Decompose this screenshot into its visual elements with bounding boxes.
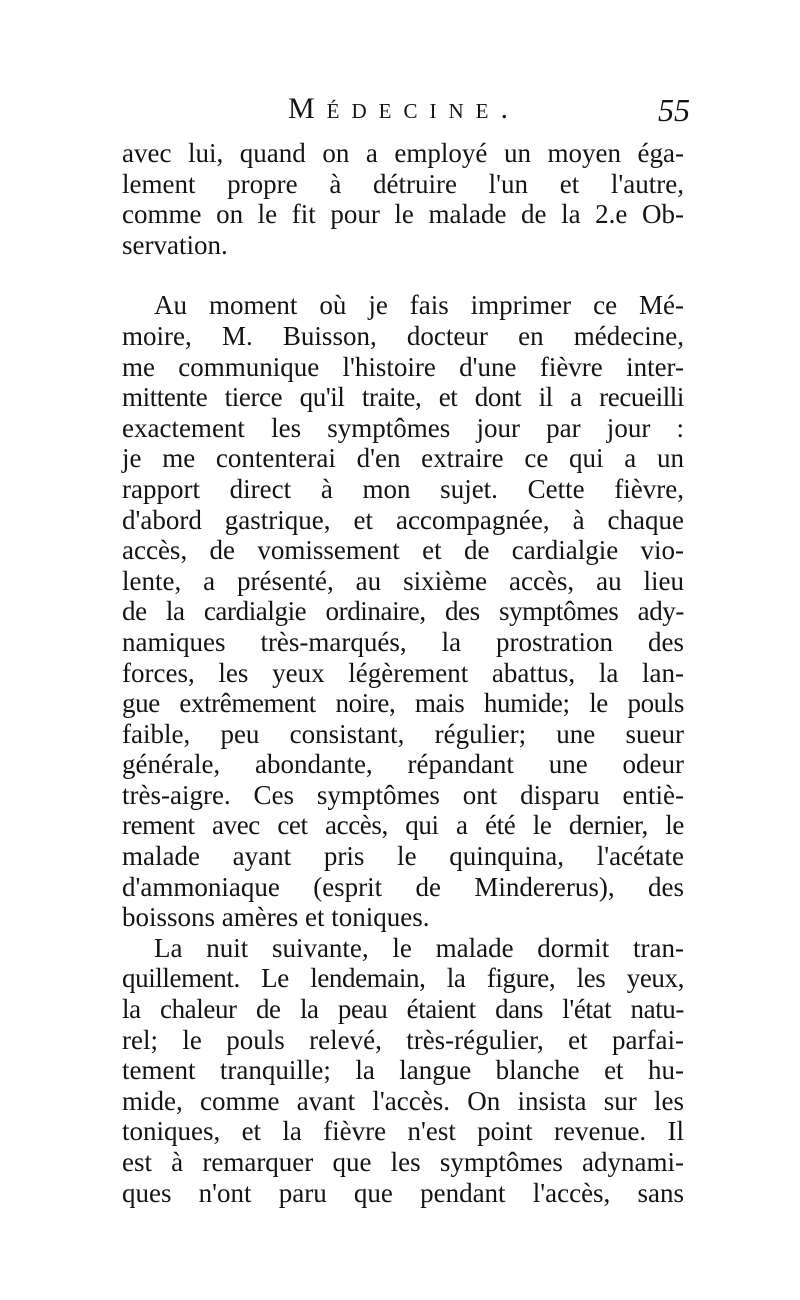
text-line: servation. <box>122 229 228 260</box>
text-line: gue extrêmement noire, mais humide; le pouls <box>122 688 684 719</box>
text-line: La nuit suivante, le malade dormit tran- <box>154 932 684 963</box>
text-line: comme on le fit pour le malade de la 2.e Ob- <box>122 199 684 230</box>
text-line: lente, a présenté, au sixième accès, au lieu <box>122 565 684 596</box>
text-line: rapport direct à mon sujet. Cette fièvre, <box>122 473 684 504</box>
text-line: Au moment où je fais imprimer ce Mé- <box>154 290 684 321</box>
text-line: exactement les symptômes jour par jour : <box>122 412 684 443</box>
text-line: ques n'ont paru que pendant l'accès, sans <box>122 1177 684 1208</box>
text-line: mide, comme avant l'accès. On insista sur les <box>122 1085 684 1116</box>
text-line: tement tranquille; la langue blanche et hu- <box>122 1055 684 1086</box>
text-line: la chaleur de la peau étaient dans l'état natu- <box>122 994 684 1025</box>
text-line: est à remarquer que les symptômes adynami- <box>122 1147 684 1177</box>
text-line: lement propre à détruire l'un et l'autre, <box>122 168 684 199</box>
text-line: me communique l'histoire d'une fièvre inter- <box>122 351 684 382</box>
text-line: toniques, et la fièvre n'est point revenue. Il <box>122 1116 684 1147</box>
text-line: d'ammoniaque (esprit de Mindererus), des <box>122 871 684 902</box>
text-line: avec lui, quand on a employé un moyen éga- <box>122 138 684 168</box>
text-line: je me contenterai d'en extraire ce qui a un <box>122 443 684 474</box>
text-line: boissons amères et toniques. <box>122 902 430 933</box>
text-line: forces, les yeux légèrement abattus, la lan- <box>122 657 684 688</box>
text-line: rement avec cet accès, qui a été le dernier, le <box>122 810 684 841</box>
text-line: moire, M. Buisson, docteur en médecine, <box>122 320 684 351</box>
text-line: accès, de vomissement et de cardialgie vio- <box>122 535 684 566</box>
text-line: mittente tierce qu'il traite, et dont il a recueilli <box>122 382 684 413</box>
text-line: malade ayant pris le quinquina, l'acétate <box>122 841 684 872</box>
page-number: 55 <box>658 92 690 128</box>
text-line: quillement. Le lendemain, la figure, les yeux, <box>122 963 684 994</box>
text-line: d'abord gastrique, et accompagnée, à chaque <box>122 504 684 535</box>
text-line: générale, abondante, répandant une odeur <box>122 749 684 780</box>
paragraph-gap <box>122 260 684 290</box>
text-line: de la cardialgie ordinaire, des symptômes ady- <box>122 596 684 627</box>
text-line: namiques très-marqués, la prostration des <box>122 626 684 657</box>
text-line: très-aigre. Ces symptômes ont disparu entiè- <box>122 779 684 810</box>
text-line: rel; le pouls relevé, très-régulier, et parfai- <box>122 1024 684 1055</box>
text-line: faible, peu consistant, régulier; une sueur <box>122 718 684 749</box>
running-head-title: Médecine. <box>288 92 520 125</box>
running-head <box>120 92 690 136</box>
body-text <box>122 138 684 1208</box>
